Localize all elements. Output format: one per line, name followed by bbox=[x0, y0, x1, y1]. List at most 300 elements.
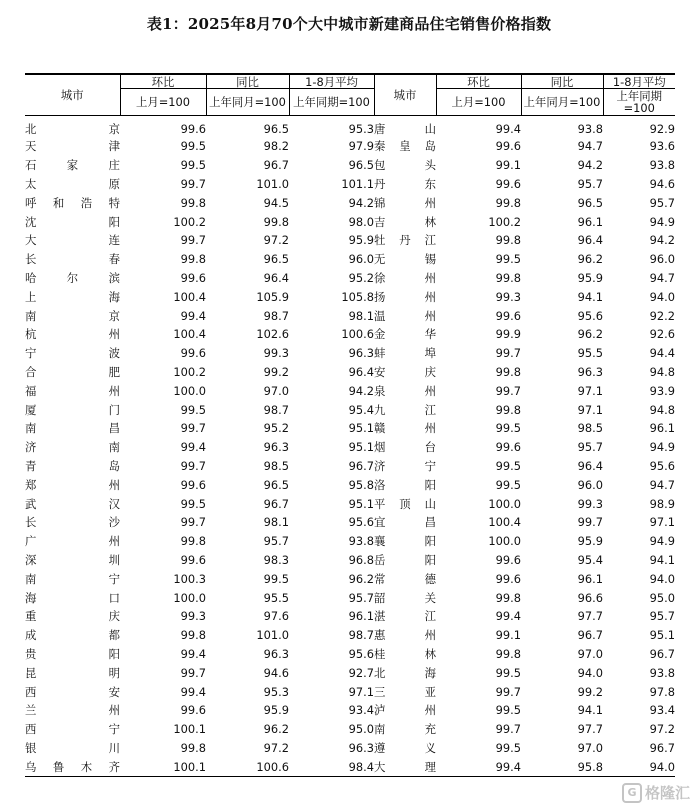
mom-cell: 99.7 bbox=[495, 684, 521, 699]
city-cell: 南京 bbox=[25, 308, 120, 323]
yoy-cell: 96.0 bbox=[577, 477, 603, 492]
mom-cell: 100.1 bbox=[120, 757, 206, 776]
mom-cell: 99.5 bbox=[180, 496, 206, 511]
table-row bbox=[25, 739, 675, 758]
avg-cell: 96.7 bbox=[348, 458, 374, 473]
avg-cell: 94.2 bbox=[348, 195, 374, 210]
mom-base-right: 上月=100 bbox=[436, 89, 521, 116]
city-cell: 襄阳 bbox=[374, 534, 436, 549]
city-cell: 韶关 bbox=[374, 590, 436, 605]
avg-cell: 94.9 bbox=[649, 534, 675, 549]
city-cell: 杭州 bbox=[25, 327, 120, 342]
table-row bbox=[25, 720, 675, 739]
avg-cell: 93.8 bbox=[348, 534, 374, 549]
avg-cell: 95.1 bbox=[348, 421, 374, 436]
city-cell: 太原 bbox=[25, 176, 120, 191]
yoy-cell: 101.0 bbox=[256, 628, 289, 643]
yoy-cell: 99.2 bbox=[263, 364, 289, 379]
city-cell: 石家庄 bbox=[25, 158, 120, 173]
city-cell: 徐州 bbox=[374, 270, 436, 285]
yoy-cell: 96.2 bbox=[577, 327, 603, 342]
table-row bbox=[25, 175, 675, 194]
city-cell: 乌鲁木齐 bbox=[25, 757, 120, 776]
mom-cell: 99.8 bbox=[180, 534, 206, 549]
watermark-text: 格隆汇 bbox=[644, 784, 690, 802]
table-row bbox=[25, 344, 675, 363]
yoy-base-left: 上年同月=100 bbox=[206, 89, 289, 116]
table-row bbox=[25, 607, 675, 626]
mom-cell: 99.6 bbox=[180, 270, 206, 285]
city-cell: 九江 bbox=[374, 402, 436, 417]
avg-cell: 96.1 bbox=[649, 421, 675, 436]
mom-cell: 99.6 bbox=[495, 552, 521, 567]
table-row bbox=[25, 137, 675, 156]
yoy-cell: 100.6 bbox=[206, 757, 289, 776]
mom-cell: 99.4 bbox=[495, 609, 521, 624]
avg-cell: 96.7 bbox=[649, 740, 675, 755]
yoy-cell: 99.8 bbox=[263, 214, 289, 229]
mom-cell: 99.8 bbox=[495, 195, 521, 210]
table-row bbox=[25, 363, 675, 382]
yoy-cell: 96.4 bbox=[577, 458, 603, 473]
watermark bbox=[622, 782, 690, 803]
mom-base-left: 上月=100 bbox=[120, 89, 206, 116]
yoy-cell: 98.5 bbox=[263, 458, 289, 473]
mom-cell: 99.6 bbox=[495, 176, 521, 191]
avg-cell: 97.8 bbox=[649, 684, 675, 699]
yoy-cell: 97.7 bbox=[577, 609, 603, 624]
avg-base-right: 上年同期=100 bbox=[603, 89, 675, 116]
yoy-header-left: 同比 bbox=[206, 74, 289, 89]
city-cell: 牡丹江 bbox=[374, 233, 436, 248]
mom-cell: 99.5 bbox=[180, 158, 206, 173]
avg-cell: 93.4 bbox=[348, 703, 374, 718]
city-cell: 沈阳 bbox=[25, 214, 120, 229]
table-row bbox=[25, 626, 675, 645]
table-row bbox=[25, 475, 675, 494]
mom-cell: 100.0 bbox=[173, 383, 206, 398]
avg-cell: 92.6 bbox=[649, 327, 675, 342]
avg-cell: 96.8 bbox=[348, 552, 374, 567]
yoy-cell: 97.7 bbox=[577, 722, 603, 737]
city-cell: 包头 bbox=[374, 158, 436, 173]
mom-cell: 99.3 bbox=[495, 289, 521, 304]
yoy-cell: 96.2 bbox=[263, 722, 289, 737]
table-row bbox=[25, 193, 675, 212]
mom-cell: 99.5 bbox=[495, 665, 521, 680]
table-row bbox=[25, 419, 675, 438]
yoy-cell: 95.4 bbox=[577, 552, 603, 567]
city-cell: 兰州 bbox=[25, 703, 120, 718]
table-row bbox=[25, 701, 675, 720]
mom-cell: 100.4 bbox=[488, 515, 521, 530]
city-cell: 成都 bbox=[25, 628, 120, 643]
city-header-left: 城市 bbox=[25, 74, 120, 116]
avg-cell: 96.0 bbox=[348, 252, 374, 267]
mom-cell: 99.5 bbox=[180, 139, 206, 154]
mom-cell: 100.4 bbox=[173, 327, 206, 342]
yoy-cell: 96.7 bbox=[263, 158, 289, 173]
city-cell: 安庆 bbox=[374, 364, 436, 379]
avg-cell: 95.3 bbox=[348, 121, 374, 136]
yoy-cell: 95.8 bbox=[521, 757, 603, 776]
city-cell: 温州 bbox=[374, 308, 436, 323]
yoy-cell: 96.3 bbox=[263, 646, 289, 661]
logo-mark-icon: G bbox=[622, 783, 642, 803]
yoy-cell: 105.9 bbox=[256, 289, 289, 304]
table-row bbox=[25, 250, 675, 269]
mom-cell: 99.6 bbox=[180, 346, 206, 361]
yoy-cell: 95.9 bbox=[263, 703, 289, 718]
city-cell: 泉州 bbox=[374, 383, 436, 398]
yoy-cell: 98.1 bbox=[263, 515, 289, 530]
city-cell: 重庆 bbox=[25, 609, 120, 624]
yoy-cell: 95.5 bbox=[577, 346, 603, 361]
mom-cell: 100.0 bbox=[488, 534, 521, 549]
mom-cell: 100.2 bbox=[173, 214, 206, 229]
avg-cell: 95.8 bbox=[348, 477, 374, 492]
mom-cell: 100.2 bbox=[488, 214, 521, 229]
table-row bbox=[25, 551, 675, 570]
city-cell: 泸州 bbox=[374, 703, 436, 718]
avg-cell: 93.8 bbox=[649, 158, 675, 173]
mom-cell: 99.6 bbox=[180, 703, 206, 718]
table-row bbox=[25, 682, 675, 701]
price-index-table bbox=[25, 73, 675, 777]
avg-header-right: 1-8月平均 bbox=[603, 74, 675, 89]
mom-cell: 99.5 bbox=[495, 252, 521, 267]
city-cell: 大理 bbox=[374, 757, 436, 776]
yoy-cell: 99.3 bbox=[577, 496, 603, 511]
mom-cell: 99.8 bbox=[495, 646, 521, 661]
avg-cell: 96.4 bbox=[348, 364, 374, 379]
avg-cell: 94.0 bbox=[649, 571, 675, 586]
yoy-cell: 95.7 bbox=[577, 440, 603, 455]
mom-cell: 100.4 bbox=[173, 289, 206, 304]
avg-cell: 96.2 bbox=[348, 571, 374, 586]
mom-cell: 99.5 bbox=[495, 458, 521, 473]
avg-cell: 95.1 bbox=[649, 628, 675, 643]
avg-cell: 92.2 bbox=[649, 308, 675, 323]
mom-cell: 99.8 bbox=[495, 590, 521, 605]
avg-cell: 92.7 bbox=[348, 665, 374, 680]
mom-cell: 99.1 bbox=[495, 628, 521, 643]
avg-cell: 95.7 bbox=[649, 195, 675, 210]
yoy-cell: 97.0 bbox=[263, 383, 289, 398]
avg-base-left: 上年同期=100 bbox=[289, 89, 374, 116]
table-row bbox=[25, 457, 675, 476]
page-title: 表1：2025年8月70个大中城市新建商品住宅销售价格指数 bbox=[146, 15, 552, 33]
table-row bbox=[25, 381, 675, 400]
yoy-cell: 97.6 bbox=[263, 609, 289, 624]
avg-cell: 95.6 bbox=[348, 646, 374, 661]
avg-cell: 98.1 bbox=[348, 308, 374, 323]
mom-cell: 99.7 bbox=[180, 176, 206, 191]
mom-cell: 99.4 bbox=[180, 646, 206, 661]
yoy-cell: 94.0 bbox=[577, 665, 603, 680]
city-cell: 常德 bbox=[374, 571, 436, 586]
avg-cell: 97.9 bbox=[348, 139, 374, 154]
yoy-cell: 98.7 bbox=[263, 308, 289, 323]
city-cell: 无锡 bbox=[374, 252, 436, 267]
city-cell: 惠州 bbox=[374, 628, 436, 643]
table-row bbox=[25, 156, 675, 175]
table-row bbox=[25, 212, 675, 231]
mom-cell: 99.8 bbox=[180, 628, 206, 643]
mom-cell: 99.8 bbox=[495, 364, 521, 379]
mom-cell: 99.8 bbox=[495, 402, 521, 417]
yoy-cell: 95.5 bbox=[263, 590, 289, 605]
mom-cell: 99.5 bbox=[495, 740, 521, 755]
yoy-cell: 96.3 bbox=[263, 440, 289, 455]
city-cell: 贵阳 bbox=[25, 646, 120, 661]
city-cell: 银川 bbox=[25, 740, 120, 755]
yoy-cell: 96.5 bbox=[263, 121, 289, 136]
city-cell: 合肥 bbox=[25, 364, 120, 379]
mom-cell: 99.7 bbox=[495, 383, 521, 398]
mom-cell: 99.8 bbox=[180, 195, 206, 210]
city-header-right: 城市 bbox=[374, 74, 436, 116]
mom-cell: 99.7 bbox=[495, 722, 521, 737]
mom-cell: 99.6 bbox=[495, 308, 521, 323]
yoy-cell: 96.6 bbox=[577, 590, 603, 605]
city-cell: 烟台 bbox=[374, 440, 436, 455]
avg-cell: 97.2 bbox=[649, 722, 675, 737]
avg-cell: 94.7 bbox=[649, 477, 675, 492]
yoy-cell: 96.1 bbox=[577, 214, 603, 229]
yoy-cell: 96.5 bbox=[577, 195, 603, 210]
city-cell: 岳阳 bbox=[374, 552, 436, 567]
yoy-cell: 95.7 bbox=[577, 176, 603, 191]
avg-cell: 95.6 bbox=[348, 515, 374, 530]
table-row bbox=[25, 513, 675, 532]
city-cell: 桂林 bbox=[374, 646, 436, 661]
avg-cell: 98.9 bbox=[649, 496, 675, 511]
yoy-cell: 102.6 bbox=[256, 327, 289, 342]
avg-cell: 98.4 bbox=[289, 757, 374, 776]
city-cell: 福州 bbox=[25, 383, 120, 398]
avg-cell: 94.7 bbox=[649, 270, 675, 285]
city-cell: 西安 bbox=[25, 684, 120, 699]
city-cell: 济南 bbox=[25, 440, 120, 455]
avg-cell: 93.8 bbox=[649, 665, 675, 680]
yoy-cell: 94.5 bbox=[263, 195, 289, 210]
city-cell: 赣州 bbox=[374, 421, 436, 436]
yoy-cell: 99.7 bbox=[577, 515, 603, 530]
mom-cell: 99.6 bbox=[180, 121, 206, 136]
city-cell: 青岛 bbox=[25, 458, 120, 473]
avg-cell: 95.1 bbox=[348, 440, 374, 455]
mom-cell: 99.6 bbox=[180, 477, 206, 492]
yoy-cell: 99.3 bbox=[263, 346, 289, 361]
mom-cell: 99.5 bbox=[495, 477, 521, 492]
city-cell: 厦门 bbox=[25, 402, 120, 417]
city-cell: 金华 bbox=[374, 327, 436, 342]
city-cell: 郑州 bbox=[25, 477, 120, 492]
yoy-cell: 99.2 bbox=[577, 684, 603, 699]
avg-cell: 95.4 bbox=[348, 402, 374, 417]
city-cell: 长沙 bbox=[25, 515, 120, 530]
yoy-cell: 96.7 bbox=[263, 496, 289, 511]
yoy-cell: 97.0 bbox=[577, 646, 603, 661]
yoy-cell: 97.0 bbox=[577, 740, 603, 755]
city-cell: 宁波 bbox=[25, 346, 120, 361]
avg-cell: 94.8 bbox=[649, 364, 675, 379]
mom-cell: 99.6 bbox=[495, 440, 521, 455]
city-cell: 蚌埠 bbox=[374, 346, 436, 361]
mom-cell: 100.1 bbox=[173, 722, 206, 737]
mom-cell: 99.6 bbox=[495, 139, 521, 154]
avg-cell: 101.1 bbox=[341, 176, 374, 191]
yoy-cell: 98.3 bbox=[263, 552, 289, 567]
mom-cell: 99.4 bbox=[180, 308, 206, 323]
avg-cell: 94.6 bbox=[649, 176, 675, 191]
table-row bbox=[25, 400, 675, 419]
yoy-cell: 94.7 bbox=[577, 139, 603, 154]
mom-cell: 99.6 bbox=[180, 552, 206, 567]
city-cell: 北海 bbox=[374, 665, 436, 680]
city-cell: 西宁 bbox=[25, 722, 120, 737]
avg-cell: 96.3 bbox=[348, 740, 374, 755]
yoy-cell: 95.9 bbox=[577, 534, 603, 549]
city-cell: 长春 bbox=[25, 252, 120, 267]
avg-cell: 95.2 bbox=[348, 270, 374, 285]
avg-cell: 96.3 bbox=[348, 346, 374, 361]
mom-cell: 99.7 bbox=[180, 421, 206, 436]
city-cell: 遵义 bbox=[374, 740, 436, 755]
city-cell: 锦州 bbox=[374, 195, 436, 210]
yoy-cell: 98.5 bbox=[577, 421, 603, 436]
avg-header-left: 1-8月平均 bbox=[289, 74, 374, 89]
yoy-cell: 97.2 bbox=[263, 740, 289, 755]
avg-cell: 96.5 bbox=[348, 158, 374, 173]
avg-cell: 96.0 bbox=[649, 252, 675, 267]
mom-cell: 99.7 bbox=[495, 346, 521, 361]
mom-header-right: 环比 bbox=[436, 74, 521, 89]
avg-cell: 94.1 bbox=[649, 552, 675, 567]
mom-cell: 99.4 bbox=[436, 757, 521, 776]
avg-cell: 96.1 bbox=[348, 609, 374, 624]
city-cell: 唐山 bbox=[374, 121, 436, 136]
avg-cell: 93.4 bbox=[649, 703, 675, 718]
yoy-cell: 99.5 bbox=[263, 571, 289, 586]
avg-cell: 94.9 bbox=[649, 214, 675, 229]
mom-cell: 99.4 bbox=[180, 440, 206, 455]
yoy-cell: 97.2 bbox=[263, 233, 289, 248]
table-row bbox=[25, 645, 675, 664]
table-row bbox=[25, 438, 675, 457]
table-row bbox=[25, 532, 675, 551]
city-cell: 呼和浩特 bbox=[25, 195, 120, 210]
mom-cell: 100.0 bbox=[488, 496, 521, 511]
mom-cell: 100.2 bbox=[173, 364, 206, 379]
avg-cell: 92.9 bbox=[649, 121, 675, 136]
avg-cell: 95.0 bbox=[649, 590, 675, 605]
mom-cell: 100.3 bbox=[173, 571, 206, 586]
city-cell: 海口 bbox=[25, 590, 120, 605]
yoy-cell: 96.5 bbox=[263, 477, 289, 492]
avg-cell: 95.0 bbox=[348, 722, 374, 737]
yoy-cell: 96.4 bbox=[577, 233, 603, 248]
city-cell: 南宁 bbox=[25, 571, 120, 586]
table-row bbox=[25, 325, 675, 344]
table-row bbox=[25, 757, 675, 776]
table-row bbox=[25, 663, 675, 682]
mom-cell: 99.5 bbox=[495, 421, 521, 436]
city-cell: 深圳 bbox=[25, 552, 120, 567]
mom-cell: 99.8 bbox=[495, 270, 521, 285]
mom-cell: 99.8 bbox=[180, 252, 206, 267]
table-row bbox=[25, 269, 675, 288]
yoy-cell: 95.6 bbox=[577, 308, 603, 323]
mom-cell: 99.9 bbox=[495, 327, 521, 342]
avg-cell: 98.7 bbox=[348, 628, 374, 643]
city-cell: 武汉 bbox=[25, 496, 120, 511]
city-cell: 三亚 bbox=[374, 684, 436, 699]
yoy-cell: 95.7 bbox=[263, 534, 289, 549]
mom-cell: 100.0 bbox=[173, 590, 206, 605]
mom-cell: 99.6 bbox=[495, 571, 521, 586]
avg-cell: 94.8 bbox=[649, 402, 675, 417]
avg-cell: 95.6 bbox=[649, 458, 675, 473]
city-cell: 洛阳 bbox=[374, 477, 436, 492]
avg-cell: 95.1 bbox=[348, 496, 374, 511]
city-cell: 扬州 bbox=[374, 289, 436, 304]
city-cell: 南充 bbox=[374, 722, 436, 737]
city-cell: 平顶山 bbox=[374, 496, 436, 511]
city-cell: 广州 bbox=[25, 534, 120, 549]
table-row bbox=[25, 116, 675, 138]
mom-cell: 99.5 bbox=[495, 703, 521, 718]
yoy-cell: 96.4 bbox=[263, 270, 289, 285]
yoy-cell: 96.1 bbox=[577, 571, 603, 586]
yoy-header-right: 同比 bbox=[521, 74, 603, 89]
mom-cell: 99.4 bbox=[495, 121, 521, 136]
mom-cell: 99.7 bbox=[180, 515, 206, 530]
avg-cell: 93.9 bbox=[649, 383, 675, 398]
avg-cell: 100.6 bbox=[341, 327, 374, 342]
city-cell: 湛江 bbox=[374, 609, 436, 624]
yoy-cell: 96.2 bbox=[577, 252, 603, 267]
yoy-cell: 98.7 bbox=[263, 402, 289, 417]
table-row bbox=[25, 569, 675, 588]
mom-cell: 99.7 bbox=[180, 233, 206, 248]
avg-cell: 94.0 bbox=[649, 289, 675, 304]
yoy-cell: 98.2 bbox=[263, 139, 289, 154]
table-row bbox=[25, 494, 675, 513]
city-cell: 天津 bbox=[25, 139, 120, 154]
avg-cell: 94.2 bbox=[649, 233, 675, 248]
mom-cell: 99.7 bbox=[180, 665, 206, 680]
table-row bbox=[25, 306, 675, 325]
avg-cell: 94.2 bbox=[348, 383, 374, 398]
mom-cell: 99.1 bbox=[495, 158, 521, 173]
city-cell: 宜昌 bbox=[374, 515, 436, 530]
avg-cell: 97.1 bbox=[649, 515, 675, 530]
avg-cell: 94.4 bbox=[649, 346, 675, 361]
city-cell: 大连 bbox=[25, 233, 120, 248]
yoy-cell: 95.9 bbox=[577, 270, 603, 285]
mom-cell: 99.5 bbox=[180, 402, 206, 417]
mom-cell: 99.4 bbox=[180, 684, 206, 699]
mom-cell: 99.7 bbox=[180, 458, 206, 473]
mom-header-left: 环比 bbox=[120, 74, 206, 89]
avg-cell: 105.8 bbox=[341, 289, 374, 304]
mom-cell: 99.8 bbox=[495, 233, 521, 248]
mom-cell: 99.3 bbox=[180, 609, 206, 624]
yoy-cell: 101.0 bbox=[256, 176, 289, 191]
city-cell: 济宁 bbox=[374, 458, 436, 473]
